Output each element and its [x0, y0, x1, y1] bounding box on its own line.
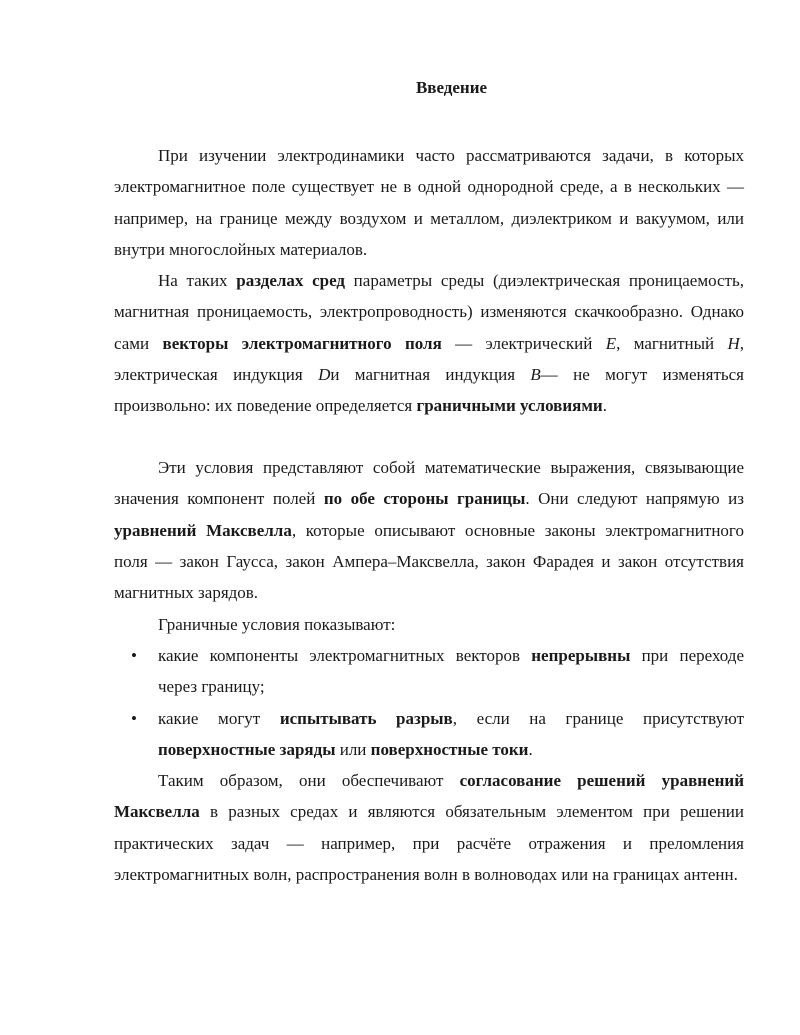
text-run: или: [335, 739, 371, 759]
bold-term-media-sections: разделах сред: [236, 271, 345, 290]
text-run: какие компоненты электромагнитных векторов: [158, 646, 532, 665]
text-run: Таким образом, они обеспечивают: [158, 771, 460, 790]
variable-h: H: [727, 333, 740, 353]
text-run: .: [528, 739, 533, 759]
bullet-marker: •: [131, 646, 137, 665]
text-run: — не могут изменяться произвольно: их поведение определяется: [114, 364, 744, 416]
bold-term-discontinuity: испытывать разрыв: [279, 708, 453, 728]
paragraph-conclusion: [114, 765, 744, 890]
text-run: , магнитный: [616, 333, 728, 353]
bold-term-surface-charges: поверхностные заряды: [158, 739, 336, 759]
bold-term-both-sides: по обе стороны границы: [323, 489, 526, 509]
variable-d: D: [318, 364, 331, 384]
text-run: . Они следуют напрямую из: [525, 489, 744, 509]
text-run: параметры среды (диэлектрическая проницаемость, магнитная проницаемость, электропроводность) изменяются скачкообразно. Однако сами: [114, 271, 744, 353]
page-title: Введение: [415, 78, 488, 97]
variable-b: B: [530, 364, 541, 384]
text-run: , которые описывают основные законы электромагнитного поля — закон Гаусса, закон Ампера–Максвелла, закон Фарадея и закон отсутствия магнитных зарядов.: [114, 520, 744, 603]
text-run: .: [602, 396, 607, 416]
bold-term-surface-currents: поверхностные токи: [370, 739, 529, 759]
bold-term-continuous: непрерывны: [531, 646, 631, 665]
text-run: Эти условия представляют собой математические выражения, связывающие значения компонент полей: [114, 458, 744, 509]
text-run: и магнитная индукция: [330, 364, 531, 384]
bold-term-solution-matching: согласование решений уравнений Максвелла: [114, 771, 744, 822]
text-run: , электрическая индукция: [114, 333, 745, 384]
bullet-marker: •: [131, 708, 137, 728]
list-item: [114, 640, 744, 703]
text-run: На таких: [158, 271, 237, 290]
text-run: — электрический: [441, 333, 606, 353]
paragraph-media-boundaries: [114, 265, 744, 421]
text-run: при переходе через границу;: [158, 646, 744, 697]
paragraph-intro: При изучении электродинамики часто рассматриваются задачи, в которых электромагнитное поле существует не в одной однородной среде, а в нескольких — например, на границе между воздухом и металлом, диэлектриком и вакуумом, или внутри многослойных материалов.: [114, 146, 744, 259]
bold-term-field-vectors: векторы электромагнитного поля: [162, 333, 442, 353]
text-run: какие могут: [158, 708, 280, 728]
paragraph-conditions-show: Граничные условия показывают:: [158, 615, 396, 634]
bold-term-boundary-conditions: граничными условиями: [416, 396, 603, 416]
variable-e: E: [605, 333, 617, 353]
paragraph-maxwell: [114, 452, 744, 608]
text-run: , если на границе присутствуют: [452, 708, 745, 728]
text-run: в разных средах и являются обязательным элементом при решении практических задач — например, при расчёте отражения и преломления электромагнитных волн, распространения волн в волноводах или на границах антенн.: [114, 802, 744, 884]
bullet-list: [114, 640, 744, 765]
list-item: [114, 703, 744, 766]
bold-term-maxwell-equations: уравнений Максвелла: [114, 520, 292, 540]
